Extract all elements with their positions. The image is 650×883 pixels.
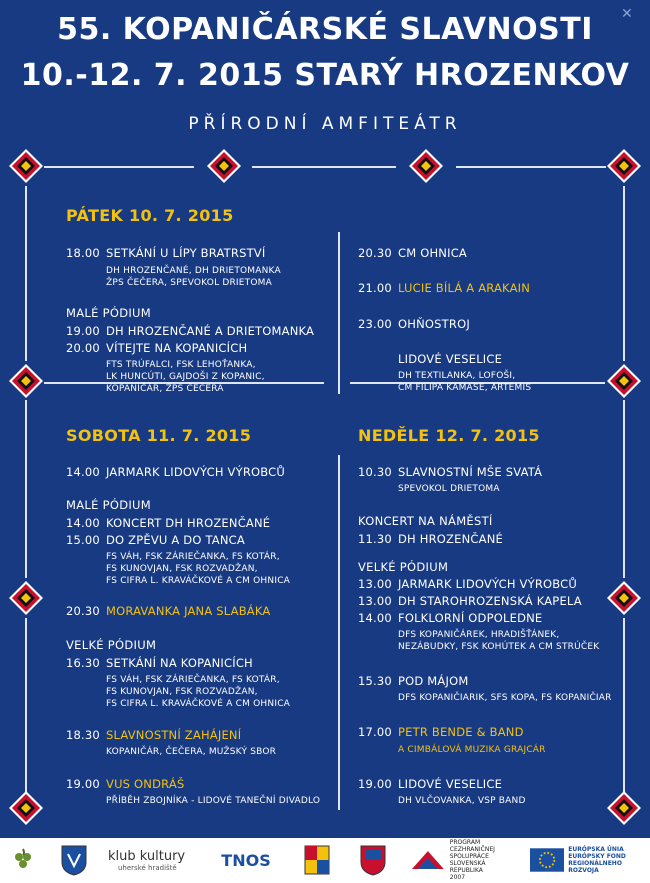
frame-left-top (25, 186, 27, 361)
close-icon[interactable]: ✕ (621, 6, 633, 22)
saturday-stage-big: VELKÉ PÓDIUM (66, 638, 157, 652)
friday-event-1-performers-2: ŽPS ČEČERA, SPEVOKOL DRIETOMA (106, 278, 272, 288)
sponsor-footer (0, 838, 650, 883)
folk-ornament-icon (606, 580, 642, 616)
friday-event-4 (358, 246, 467, 260)
event-time: 15.30 (358, 674, 392, 688)
event-title: DH HROZENČANÉ A DRIETOMANKA (106, 324, 315, 338)
sunday-event-2 (358, 532, 503, 546)
event-title: PETR BENDE & BAND (398, 725, 524, 739)
event-title: SLAVNOSTNÍ MŠE SVATÁ (398, 465, 543, 479)
friday-event-5 (358, 281, 530, 295)
frame-right-mid (623, 400, 625, 578)
saturday-event-3 (66, 533, 245, 547)
saturday-event-5 (66, 656, 253, 670)
saturday-event-6 (66, 728, 241, 742)
event-title: MORAVANKA JANA SLABÁKA (106, 604, 271, 618)
event-title: JARMARK LIDOVÝCH VÝROBCŮ (106, 465, 285, 479)
friday-event-1 (66, 246, 265, 260)
folk-ornament-icon (606, 363, 642, 399)
folk-ornament-icon (206, 148, 242, 184)
folk-ornament-icon (408, 148, 444, 184)
center-divider-bottom (338, 455, 340, 810)
event-title: KONCERT DH HROZENČANÉ (106, 516, 271, 530)
saturday-event-3-performers-2: FS KUNOVJAN, FSK ROZVADŽAN, (106, 564, 258, 574)
friday-event-3 (66, 341, 247, 355)
event-time: 17.00 (358, 725, 392, 739)
friday-event-3-performers-3: KOPANIČÁR, ŽPS ČEČERA (106, 384, 224, 394)
folk-ornament-icon (8, 580, 44, 616)
eu-text-2: EURÓPSKY FOND (568, 853, 626, 860)
sunday-event-6 (358, 674, 468, 688)
event-time: 13.00 (358, 594, 392, 608)
event-time: 20.30 (358, 246, 392, 260)
event-time: 20.00 (66, 341, 100, 355)
event-time: 14.00 (66, 516, 100, 530)
sunday-heading: NEDĚLE 12. 7. 2015 (358, 426, 540, 445)
event-title: JARMARK LIDOVÝCH VÝROBCŮ (398, 577, 577, 591)
coat-of-arms-icon (300, 844, 334, 876)
event-time: 11.30 (358, 532, 392, 546)
saturday-event-6-performers-1: KOPANIČÁR, ČEČERA, MUŽSKÝ SBOR (106, 747, 277, 757)
event-time: 14.00 (66, 465, 100, 479)
program-text-1: PROGRAM (449, 839, 481, 846)
title-line-1: 55. KOPANIČÁRSKÉ SLAVNOSTI (57, 12, 593, 47)
event-title: SETKÁNÍ NA KOPANICÍCH (106, 656, 253, 670)
eu-logo (530, 844, 646, 876)
folk-ornament-icon (8, 790, 44, 826)
eu-text-1: EURÓPSKA ÚNIA (568, 846, 624, 853)
friday-event-7-performers-2: CM FILIPA KAMASE, ARTEMIS (398, 383, 532, 393)
friday-event-3-performers-1: FTS TRÚFALCI, FSK LEHOŤANKA, (106, 360, 256, 370)
sunday-event-8 (358, 777, 502, 791)
folk-ornament-icon (8, 148, 44, 184)
municipal-crest-icon (56, 844, 92, 876)
friday-event-3-performers-2: LK HUNCÚTI, GAJDOŠI Z KOPANIC, (106, 372, 265, 382)
event-time: 19.00 (358, 777, 392, 791)
frame-left-mid (25, 400, 27, 578)
saturday-event-5-performers-1: FS VÁH, FSK ZÁRIEČANKA, FS KOTÁR, (106, 675, 280, 685)
venue-subtitle: PŘÍRODNÍ AMFITEÁTR (188, 114, 462, 134)
sunday-event-5-performers-2: NEZÁBUDKY, FSK KOHÚTEK A CM STRÚČEK (398, 642, 600, 652)
sunday-event-5-performers-1: DFS KOPANIČÁREK, HRADIŠŤÁNEK, (398, 630, 560, 640)
event-title: LUCIE BÍLÁ A ARAKAIN (398, 281, 531, 295)
tnos-text: TNOS (221, 850, 271, 870)
sunday-event-4 (358, 594, 582, 608)
event-time: 15.00 (66, 533, 100, 547)
event-title: POD MÁJOM (398, 674, 469, 688)
sunday-event-5 (358, 611, 542, 625)
title-line-2: 10.-12. 7. 2015 STARÝ HROZENKOV (20, 58, 630, 93)
event-time: 23.00 (358, 317, 392, 331)
event-title: SETKÁNÍ U LÍPY BRATRSTVÍ (106, 246, 266, 260)
friday-event-7 (398, 352, 502, 366)
sunday-event-1-performers-1: SPEVOKOL DRIETOMA (398, 484, 500, 494)
sunday-event-3 (358, 577, 577, 591)
top-divider-center (252, 166, 396, 168)
regional-crest-icon (356, 844, 390, 876)
friday-event-7-performers-1: DH TEXTILANKA, LOFOŠI, (398, 371, 516, 381)
saturday-event-3-performers-3: FS CIFRA L. KRAVÁČKOVÉ A CM OHNICA (106, 576, 291, 586)
program-text-4: SLOVENSKÁ REPUBLIKA (449, 860, 486, 874)
saturday-event-3-performers-1: FS VÁH, FSK ZÁRIEČANKA, FS KOTÁR, (106, 552, 280, 562)
event-time: 18.00 (66, 246, 100, 260)
event-time: 21.00 (358, 281, 392, 295)
klub-kultury-subtext: uherské hradiště (118, 863, 177, 872)
saturday-event-2 (66, 516, 270, 530)
frame-right-top (623, 186, 625, 361)
cross-border-program-logo (410, 839, 520, 881)
event-time: 10.30 (358, 465, 392, 479)
sunday-event-7-performers-1: A CIMBÁLOVÁ MUZIKA GRAJCÁR (398, 745, 546, 755)
saturday-heading: SOBOTA 11. 7. 2015 (66, 426, 252, 445)
sunday-event-6-performers-1: DFS KOPANIČIARIK, SFS KOPA, FS KOPANIČIAR (398, 693, 612, 703)
event-title: DH HROZENČANÉ (398, 532, 503, 546)
event-time: 19.00 (66, 777, 100, 791)
sunday-event-1 (358, 465, 542, 479)
saturday-event-7-performers-1: PŘÍBĚH ZBOJNÍKA - LIDOVÉ TANEČNÍ DIVADLO (106, 796, 321, 806)
saturday-event-7 (66, 777, 184, 791)
saturday-event-5-performers-2: FS KUNOVJAN, FSK ROZVADŽAN, (106, 687, 258, 697)
sunday-stage-big: VELKÉ PÓDIUM (358, 560, 449, 574)
friday-heading: PÁTEK 10. 7. 2015 (66, 206, 234, 225)
top-divider-left (44, 166, 194, 168)
event-title: CM OHNICA (398, 246, 467, 260)
sunday-event-8-performers-1: DH VLČOVANKA, VSP BAND (398, 796, 526, 806)
event-title: LIDOVÉ VESELICE (398, 777, 503, 791)
event-time: 13.00 (358, 577, 392, 591)
event-time: 16.30 (66, 656, 100, 670)
saturday-stage-small: MALÉ PÓDIUM (66, 498, 151, 512)
folk-ornament-icon (606, 790, 642, 826)
friday-event-2 (66, 324, 314, 338)
program-text-3: SPOLUPRÁCE (449, 853, 489, 860)
event-time: 19.00 (66, 324, 100, 338)
friday-event-1-performers-1: DH HROZENČANÉ, DH DRIETOMANKA (106, 266, 281, 276)
event-time: 18.30 (66, 728, 100, 742)
saturday-event-4 (66, 604, 270, 618)
event-time: 14.00 (358, 611, 392, 625)
sunday-event-7 (358, 725, 524, 739)
event-title: VUS ONDRÁŠ (106, 777, 185, 791)
event-title: FOLKLORNÍ ODPOLEDNE (398, 611, 543, 625)
frame-right-bottom (623, 618, 625, 818)
event-title: OHŇOSTROJ (398, 317, 470, 331)
event-title: SLAVNOSTNÍ ZAHÁJENÍ (106, 728, 242, 742)
frame-left-bottom (25, 618, 27, 818)
friday-event-6 (358, 317, 470, 331)
friday-stage-small: MALÉ PÓDIUM (66, 306, 151, 320)
tnos-logo (216, 844, 276, 876)
saturday-event-5-performers-3: FS CIFRA L. KRAVÁČKOVÉ A CM OHNICA (106, 699, 291, 709)
saturday-event-1 (66, 465, 285, 479)
top-divider-right (456, 166, 606, 168)
program-year: 2007 (449, 874, 466, 881)
center-divider-top (338, 232, 340, 394)
sunday-stage-square: KONCERT NA NÁMĚSTÍ (358, 514, 493, 528)
eu-text-3: REGIONÁLNEHO ROZVOJA (568, 860, 622, 874)
event-title: DO ZPĚVU A DO TANCA (106, 533, 245, 547)
event-title: DH STAROHROZENSKÁ KAPELA (398, 594, 582, 608)
event-time: 20.30 (66, 604, 100, 618)
program-text-2: CEZHRANIČNEJ (449, 846, 495, 853)
eu-flag-icon (530, 847, 564, 873)
folk-ornament-icon (606, 148, 642, 184)
folk-ornament-icon (8, 363, 44, 399)
grape-logo-icon (4, 844, 44, 876)
klub-kultury-logo (108, 844, 206, 876)
klub-kultury-text: klub kultury (108, 848, 186, 864)
event-title: VÍTEJTE NA KOPANICÍCH (106, 341, 248, 355)
event-title: LIDOVÉ VESELICE (398, 352, 503, 366)
